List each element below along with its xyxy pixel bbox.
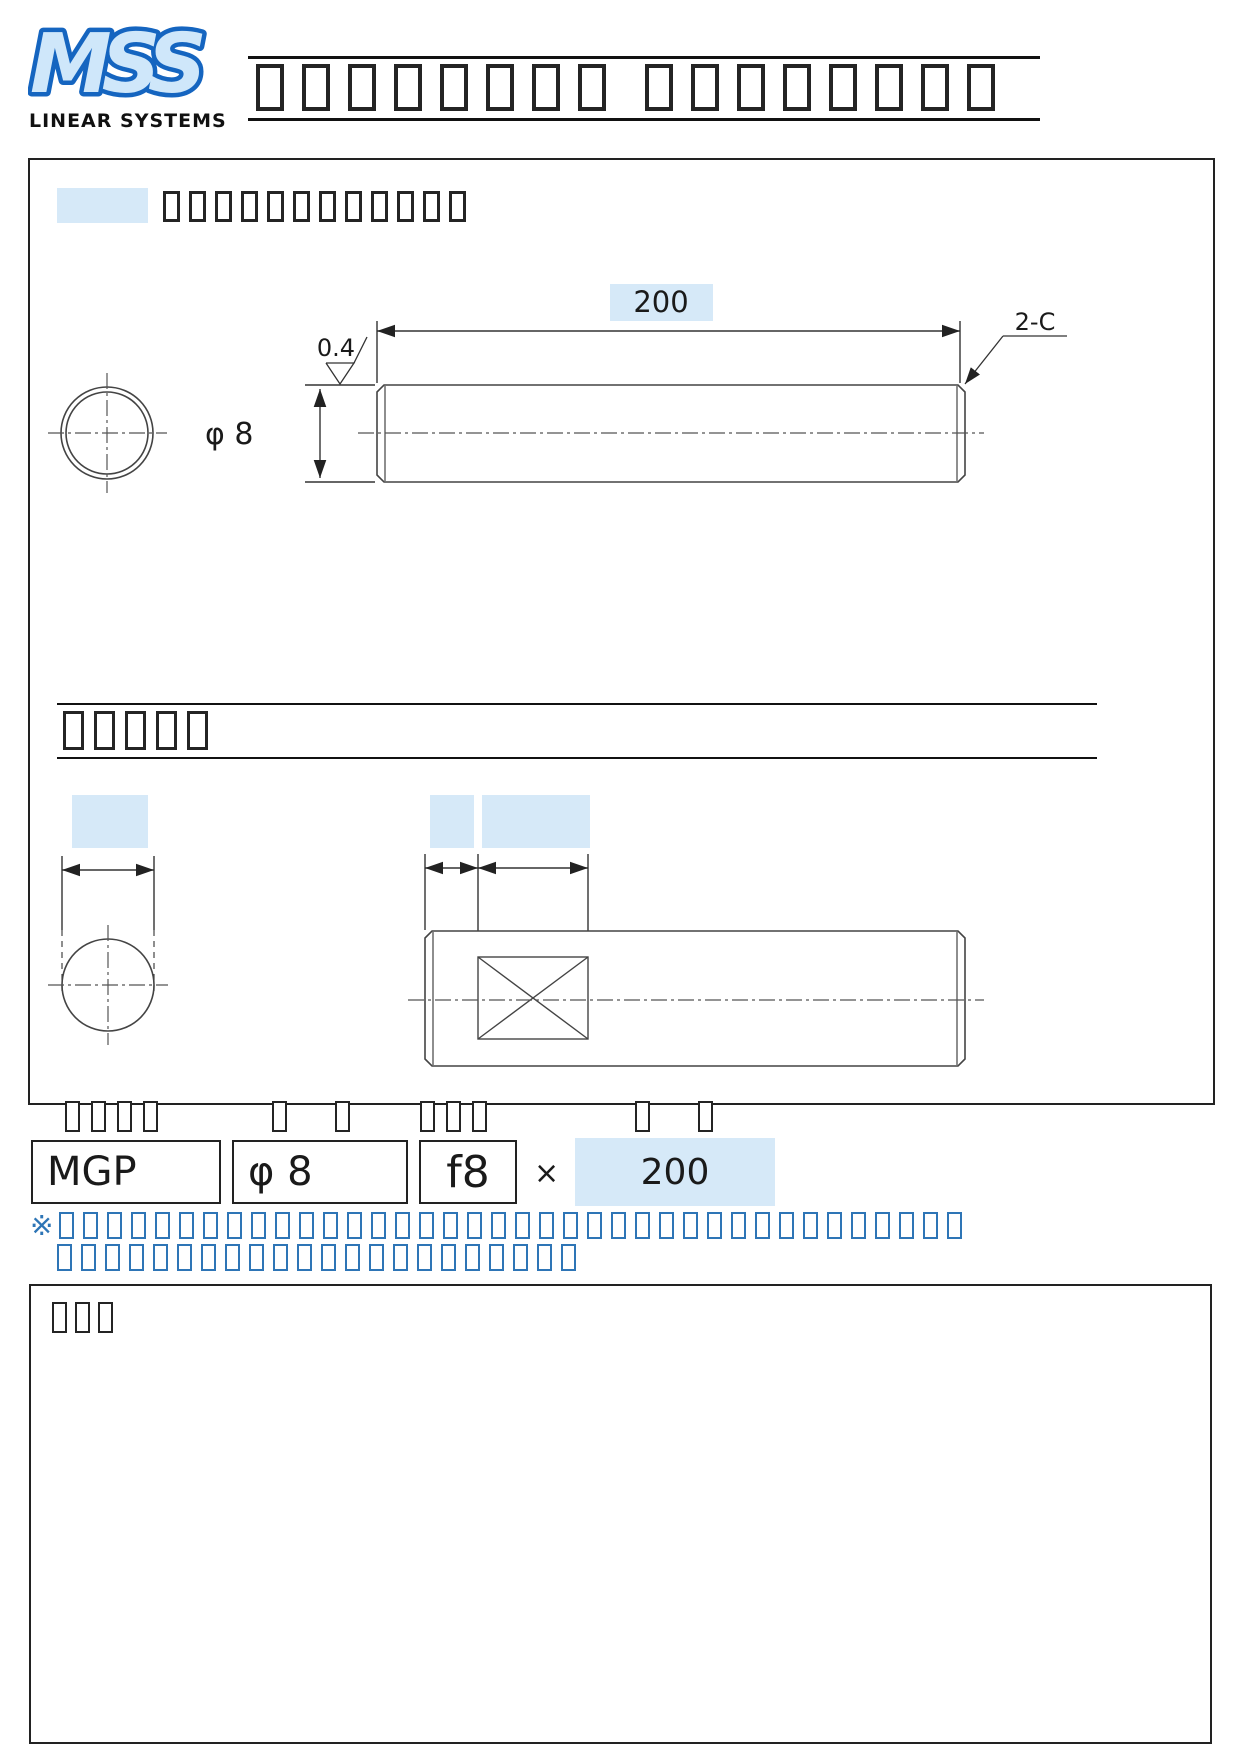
note-line2-glyphs: [57, 1244, 585, 1271]
diameter-value: φ 8: [248, 1149, 313, 1195]
zone-dim-highlight-cell[interactable]: [482, 795, 590, 848]
title-bottom-rule: [248, 118, 1040, 121]
tolerance-value: f8: [446, 1146, 490, 1198]
mss-logo: [28, 20, 228, 112]
length-dimension-lines: [377, 321, 960, 383]
section2-heading-glyphs: [63, 711, 218, 750]
note-line2: [57, 1244, 585, 1271]
section1-highlight-cell[interactable]: [57, 188, 148, 223]
end-view2-centerlines: [48, 925, 168, 1045]
circle-dimension-lines: [62, 856, 154, 930]
length-field[interactable]: [575, 1138, 775, 1206]
reference-mark: ※: [30, 1209, 54, 1242]
length-dimension-text: 200: [633, 285, 689, 319]
remarks-heading-glyphs: [52, 1302, 121, 1333]
diameter-label: φ 8: [205, 417, 254, 452]
document-title-glyphs-word2: [645, 64, 1013, 111]
part-label-length-glyphs: [635, 1101, 761, 1132]
note-line1: [30, 1209, 971, 1242]
mss-logo-icon: [28, 20, 228, 112]
offset-dim-highlight-cell[interactable]: [430, 795, 474, 848]
document-title-glyphs-word1: [256, 64, 624, 111]
circle-dim-highlight-cell[interactable]: [72, 795, 148, 848]
zone-dimension-lines: [425, 854, 588, 932]
series-field[interactable]: [31, 1140, 221, 1204]
shaft-drawing-2: [28, 780, 1213, 1103]
shaft2-outline: [425, 931, 965, 1066]
section2-top-rule: [57, 703, 1097, 705]
logo-text: MSS: [30, 20, 197, 112]
part-label-diameter-glyphs: [272, 1101, 398, 1132]
title-top-rule: [248, 56, 1040, 59]
series-value: MGP: [47, 1149, 137, 1195]
diameter-field[interactable]: [232, 1140, 408, 1204]
section1-heading-glyphs: [163, 191, 475, 222]
length-value: 200: [640, 1151, 710, 1193]
part-label-series-glyphs: [65, 1101, 169, 1132]
multiply-sign: ×: [534, 1156, 560, 1191]
logo-subtext: LINEAR SYSTEMS: [29, 110, 227, 132]
part-label-tolerance-glyphs: [420, 1101, 498, 1132]
chamfer-leader-line: [965, 336, 1067, 384]
surface-roughness-value: 0.4: [316, 334, 356, 362]
note-line1-glyphs: [59, 1212, 971, 1239]
remarks-box[interactable]: [29, 1284, 1212, 1744]
shaft-drawing-1: [28, 250, 1213, 545]
chamfer-callout-text: 2-C: [1014, 308, 1056, 336]
section2-bottom-rule: [57, 757, 1097, 759]
tolerance-field[interactable]: [419, 1140, 517, 1204]
